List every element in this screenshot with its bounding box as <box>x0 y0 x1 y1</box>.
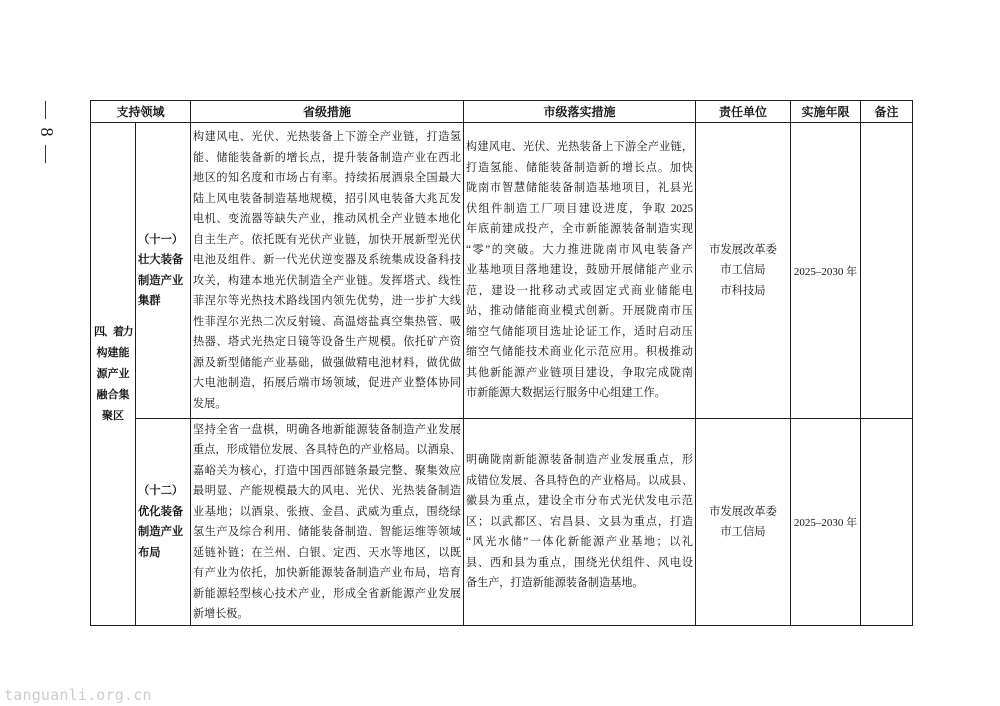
header-support-area: 支持领域 <box>91 101 191 123</box>
responsible-unit-line: 市科技局 <box>720 284 766 297</box>
municipal-text-line: 缩空气储能技术商业化示范应用。积极推动 <box>466 346 694 359</box>
period-cell: 2025–2030 年 <box>791 419 861 626</box>
municipal-text-line: 陇南市智慧储能装备制造基地项目，礼县光 <box>466 182 694 195</box>
municipal-text-line: 构建风电、光伏、光热装备上下游全产业链， <box>466 141 694 154</box>
provincial-text-line: 地区的知名度和市场占有率。持续拓展酒泉全国最大 <box>193 172 462 184</box>
task-title-line: 制造产业 <box>138 526 184 538</box>
responsible-unit-line: 市工信局 <box>720 526 766 538</box>
provincial-text-line: 构建风电、光伏、光热装备上下游全产业链，打造氢 <box>193 131 462 143</box>
provincial-text-line: 自主生产。依托既有光伏产业链，加快开展新型光伏 <box>193 233 462 246</box>
header-remarks: 备注 <box>861 101 913 123</box>
provincial-text-line: 业基地；以酒泉、张掖、金昌、武威为重点，围绕绿 <box>193 505 462 518</box>
municipal-text-line: 业基地项目落地建设，鼓励开展储能产业示 <box>466 264 694 277</box>
provincial-text-line: 攻关，构建本地光伏制造全产业链。发挥塔式、线性 <box>193 274 462 287</box>
municipal-measures-cell <box>464 419 696 626</box>
provincial-measures-cell <box>191 123 464 419</box>
responsible-units-cell <box>696 419 791 626</box>
provincial-text-line: 延链补链；在兰州、白银、定西、天水等地区，以既 <box>193 546 462 559</box>
responsible-unit-line: 市工信局 <box>720 264 766 277</box>
municipal-measures-text <box>466 450 693 594</box>
responsible-unit-line: 市发展改革委 <box>709 505 777 518</box>
municipal-text-line: 备生产，打造新能源装备制造基地。 <box>466 577 644 590</box>
municipal-text-line: 徽县为重点，建设全市分布式光伏发电示范 <box>466 495 694 508</box>
provincial-text-line: 重点，形成错位发展、各具特色的产业格局。以酒泉、 <box>193 444 462 456</box>
table-row <box>91 123 913 419</box>
municipal-text-line: 站，推动储能商业模式创新。开展陇南市压 <box>466 305 694 318</box>
task-cell <box>136 419 191 626</box>
header-municipal-measures: 市级落实措施 <box>464 101 696 123</box>
provincial-text-line: 源及新型储能产业基础，做强做精电池材料，做优做 <box>193 356 462 369</box>
municipal-text-line: 其他新能源产业链项目建设，争取完成陇南 <box>466 366 694 379</box>
municipal-measures-cell <box>464 123 696 419</box>
provincial-text-line: 最明显、产能规模最大的风电、光伏、光热装备制造 <box>193 485 462 497</box>
municipal-text-line: “零”的突破。大力推进陇南市风电装备产 <box>466 243 694 256</box>
responsible-units <box>698 502 788 543</box>
task-cell <box>136 123 191 419</box>
provincial-measures-text <box>193 420 461 625</box>
section-title-line: 四、着力 <box>94 325 132 338</box>
page-number: — 8 — <box>37 101 57 165</box>
task-title-line: 优化装备 <box>138 505 184 518</box>
task-title-line: （十一） <box>138 233 184 246</box>
responsible-unit-line: 市发展改革委 <box>709 243 777 256</box>
municipal-text-line: 明确陇南新能源装备制造产业发展重点，形 <box>466 454 694 467</box>
section-cell <box>91 123 136 626</box>
table-head <box>91 101 913 123</box>
responsible-units-cell <box>696 123 791 419</box>
municipal-text-line: 县、西和县为重点，围绕光伏组件、风电设 <box>466 556 694 569</box>
task-title <box>138 230 188 312</box>
table-row <box>91 419 913 626</box>
provincial-measures-cell <box>191 419 464 626</box>
task-title-line: 布局 <box>138 546 161 559</box>
header-provincial-measures: 省级措施 <box>191 101 464 123</box>
header-responsible-unit: 责任单位 <box>696 101 791 123</box>
provincial-text-line: 性菲涅尔光热二次反射镜、高温熔盐真空集热管、吸 <box>193 315 462 328</box>
provincial-text-line: 发展。 <box>193 397 227 410</box>
provincial-text-line: 电机、变流器等缺失产业，推动风机全产业链本地化 <box>193 213 462 225</box>
provincial-text-line: 新能源轻型核心技术产业，形成全省新能源产业发展 <box>193 587 462 600</box>
task-title <box>138 481 188 563</box>
municipal-measures-text <box>466 137 693 404</box>
period-cell: 2025–2030 年 <box>791 123 861 419</box>
section-title-line: 源产业 <box>96 367 130 380</box>
municipal-text-line: 年底前建成投产，全市新能源装备制造实现 <box>466 223 694 236</box>
provincial-text-line: 嘉峪关为核心，打造中国西部链条最完整、聚集效应 <box>193 464 462 477</box>
municipal-text-line: 打造氢能、储能装备制造新的增长点。加快 <box>466 161 694 174</box>
provincial-text-line: 陆上风电装备制造基地规模，招引风电装备大兆瓦发 <box>193 192 462 205</box>
provincial-text-line: 有产业为依托，加快新能源装备制造产业布局，培育 <box>193 567 462 579</box>
task-title-line: 制造产业 <box>138 274 184 287</box>
remarks-cell <box>861 123 913 419</box>
municipal-text-line: 市新能源大数据运行服务中心组建工作。 <box>466 387 666 400</box>
provincial-text-line: 电池及组件、新一代光伏逆变器及系统集成设备科技 <box>193 254 462 266</box>
task-title-line: （十二） <box>138 485 184 497</box>
municipal-text-line: 范，建设一批移动式或固定式商业储能电 <box>466 284 694 297</box>
municipal-text-line: 缩空气储能项目选址论证工作，适时启动压 <box>466 325 694 338</box>
task-title-line: 壮大装备 <box>138 254 184 266</box>
municipal-text-line: 成错位发展、各具特色的产业格局。以成县、 <box>466 474 694 487</box>
section-title-line: 融合集 <box>96 388 130 401</box>
section-title <box>93 322 133 427</box>
section-title-line: 构建能 <box>96 346 130 359</box>
provincial-text-line: 新增长极。 <box>193 608 249 620</box>
measures-table <box>90 100 913 626</box>
provincial-text-line: 氢生产及综合利用、储能装备制造、智能运维等领域 <box>193 526 462 538</box>
table-body <box>91 123 913 626</box>
section-title-line: 聚区 <box>102 409 124 422</box>
municipal-text-line: 区；以武都区、宕昌县、文县为重点，打造 <box>466 515 694 528</box>
municipal-text-line: “风光水储”一体化新能源产业基地；以礼 <box>466 536 694 549</box>
provincial-measures-text <box>193 127 461 414</box>
header-implementation-period: 实施年限 <box>791 101 861 123</box>
watermark: tanguanli.org.cn <box>4 686 152 704</box>
table-header-row <box>91 101 913 123</box>
provincial-text-line: 大电池制造，拓展后端市场领域，促进产业整体协同 <box>193 377 462 389</box>
task-title-line: 集群 <box>138 295 161 307</box>
responsible-units <box>698 240 788 302</box>
provincial-text-line: 坚持全省一盘棋，明确各地新能源装备制造产业发展 <box>193 423 462 436</box>
remarks-cell <box>861 419 913 626</box>
municipal-text-line: 伏组件制造工厂项目建设进度，争取 2025 <box>466 202 694 215</box>
provincial-text-line: 能、储能装备新的增长点，提升装备制造产业在西北 <box>193 151 462 164</box>
provincial-text-line: 热器、塔式光热定日镜等设备生产规模。依托矿产资 <box>193 336 462 348</box>
provincial-text-line: 菲涅尔等光热技术路线国内领先优势，进一步扩大线 <box>193 295 462 307</box>
